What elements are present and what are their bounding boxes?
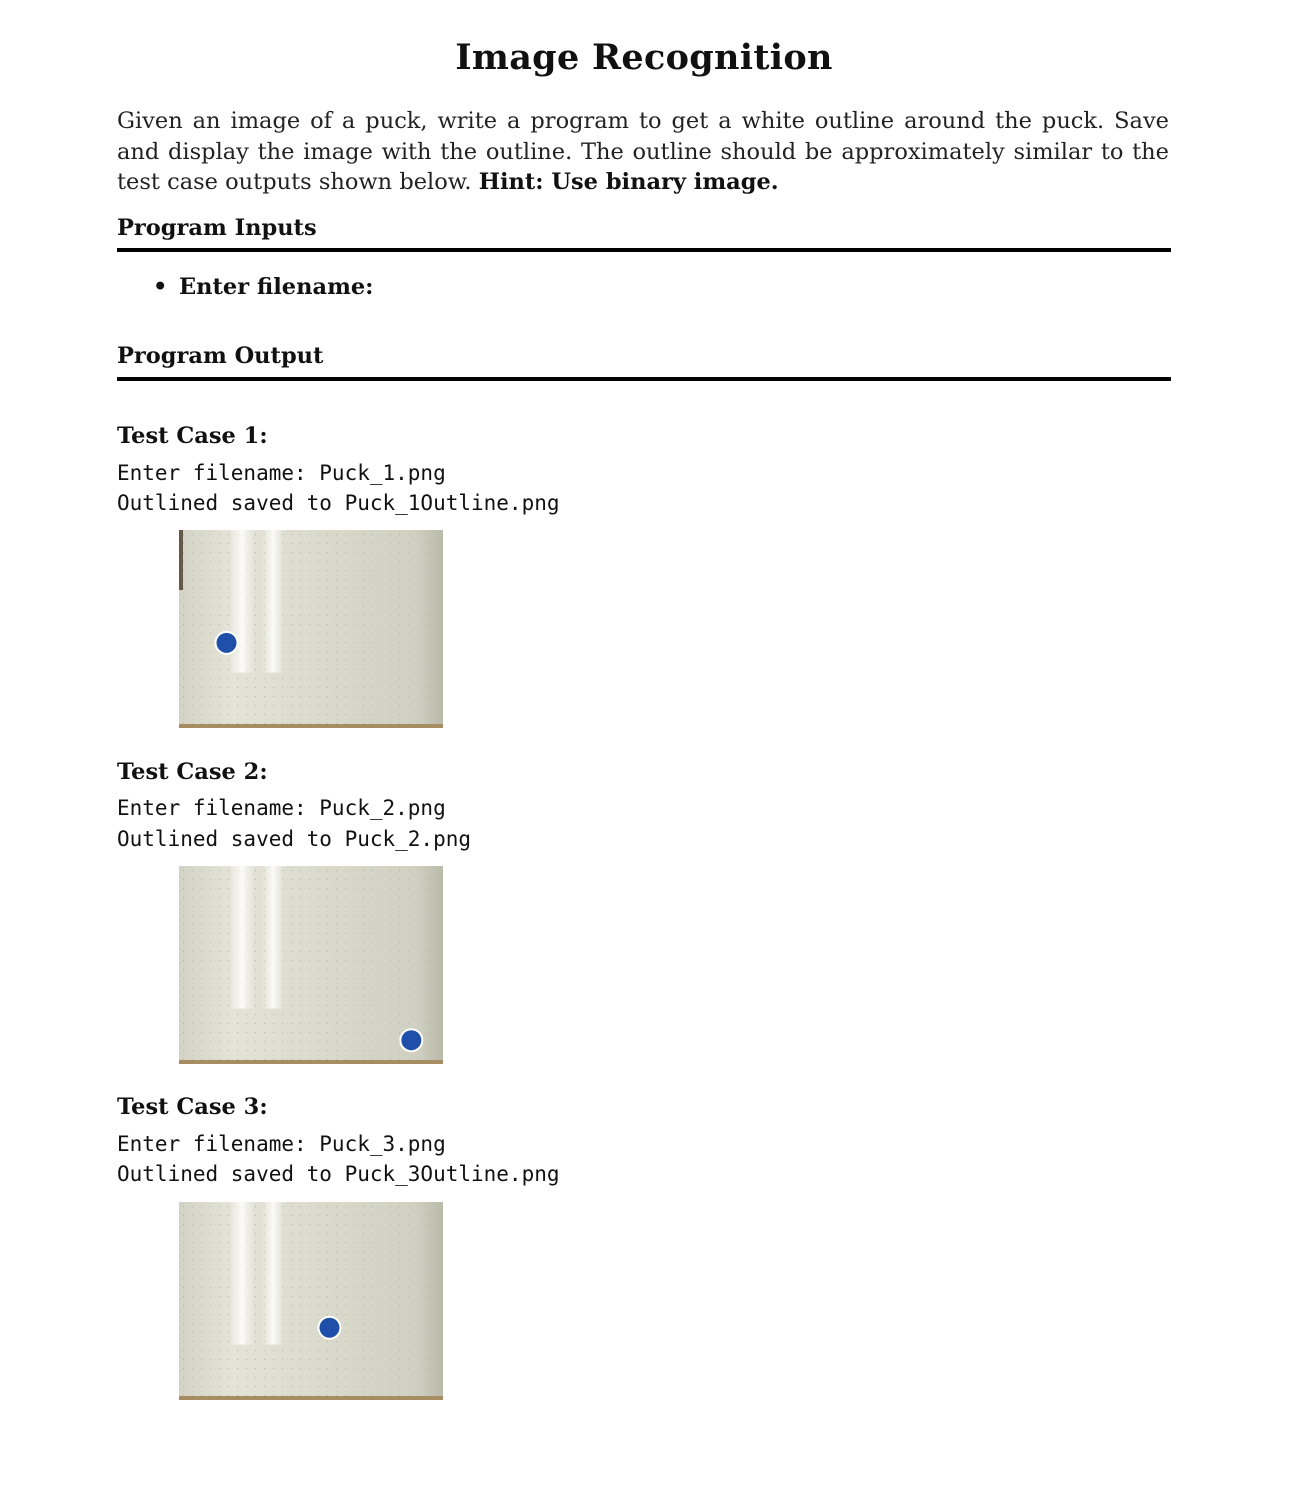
table-holes [179,1202,443,1400]
light-streak [262,530,284,673]
bullet-icon: • [153,274,168,300]
table-holes [179,530,443,728]
test-case-line-output: Outlined saved to Puck_1Outline.png [117,491,560,515]
puck-photo-svg [179,530,443,728]
test-case-line-output: Outlined saved to Puck_3Outline.png [117,1162,560,1186]
section-heading-output: Program Output [117,343,324,369]
intro-text: Given an image of a puck, write a program to get a white outline around the puck. Save and display the image with the outline. The outline should be approximately similar to the test case outputs shown below. [117,108,1169,195]
corner-shadow [179,530,183,590]
test-case-heading: Test Case 3: [117,1094,268,1120]
section-rule-output [117,377,1171,381]
test-case-line-output: Outlined saved to Puck_2.png [117,827,472,851]
puck-image [179,1202,443,1400]
intro-hint: Hint: Use binary image. [478,169,779,195]
test-case-line-input: Enter filename: Puck_2.png [117,796,446,820]
test-case-line-input: Enter filename: Puck_1.png [117,461,446,485]
test-case-heading: Test Case 2: [117,759,268,785]
light-streak [229,866,255,1009]
section-rule-inputs [117,248,1171,252]
puck-image [179,530,443,728]
puck-image [179,866,443,1064]
puck [319,1318,339,1338]
input-item [153,274,374,300]
puck-photo-svg [179,866,443,1064]
test-case-heading: Test Case 1: [117,423,268,449]
table-edge [179,1060,443,1064]
section-heading-inputs: Program Inputs [117,215,317,241]
light-streak [262,1202,284,1345]
puck [217,633,237,653]
light-streak [229,1202,255,1345]
intro-paragraph [117,106,1169,198]
input-item-label: Enter filename: [179,274,374,300]
light-streak [262,866,284,1009]
puck-photo-svg [179,1202,443,1400]
puck [401,1030,421,1050]
table-edge [179,1396,443,1400]
test-case-line-input: Enter filename: Puck_3.png [117,1132,446,1156]
table-edge [179,724,443,728]
page-title: Image Recognition [455,37,833,78]
